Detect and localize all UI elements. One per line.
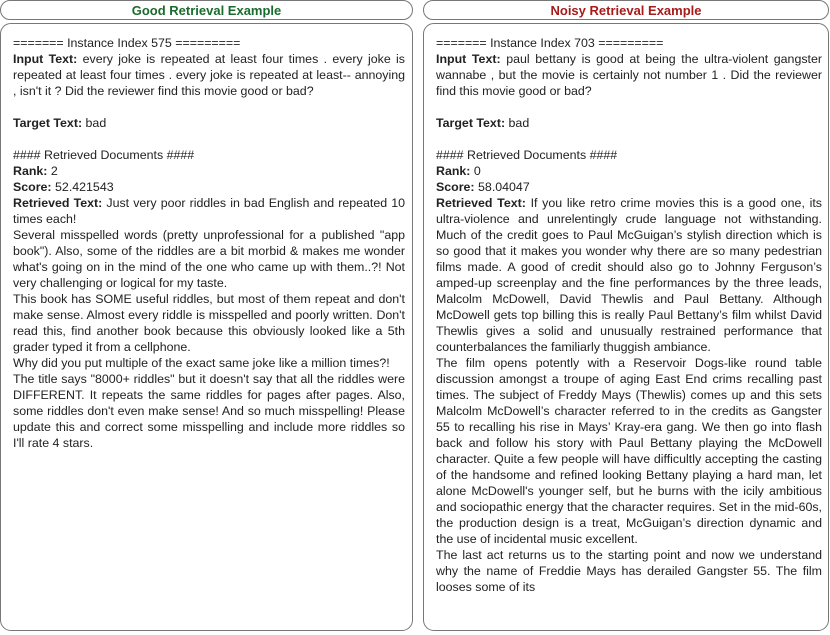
target-value: bad	[85, 116, 107, 130]
noisy-retrieval-column	[423, 0, 829, 594]
target-text	[13, 115, 405, 131]
retrieved-paragraph: The last act returns us to the starting point and now we understand why the name of Freddie Mays has derailed Gangster 55. The film looses some of its	[436, 548, 822, 594]
retrieved-paragraph	[436, 195, 822, 355]
input-value: every joke is repeated at least four times . every joke is repeated at least four times . every joke is repeated at least-- annoying , isn't it ? Did the reviewer find this movie good or bad?	[13, 52, 405, 98]
input-label: Input Text:	[13, 52, 78, 66]
instance-header: ======= Instance Index 575 =========	[13, 36, 241, 50]
retrieved-paragraph: Several misspelled words (pretty unprofessional for a published "app book"). Also, some of the riddles are a bit morbid & makes me wonder what's going on in the mind of the one who came up with them..?! Not very challenging or logical for my taste.	[13, 228, 405, 290]
score	[436, 179, 822, 195]
instance-header: ======= Instance Index 703 =========	[436, 36, 664, 50]
target-value: bad	[508, 116, 530, 130]
noisy-retrieval-panel	[423, 23, 829, 631]
input-text	[436, 51, 822, 99]
good-retrieval-column	[0, 0, 413, 450]
retrieved-docs-header: #### Retrieved Documents ####	[13, 148, 195, 162]
score-label: Score:	[436, 180, 475, 194]
target-label: Target Text:	[436, 116, 506, 130]
retrieved-label: Retrieved Text:	[13, 196, 103, 210]
good-retrieval-panel	[0, 23, 413, 631]
noisy-retrieval-title: Noisy Retrieval Example	[423, 0, 829, 20]
retrieved-paragraph	[13, 195, 405, 227]
retrieved-text: Just very poor riddles in bad English and repeated 10 times each!	[13, 196, 405, 226]
rank-label: Rank:	[13, 164, 48, 178]
retrieved-label: Retrieved Text:	[436, 196, 526, 210]
target-label: Target Text:	[13, 116, 83, 130]
retrieved-paragraph: The title says "8000+ riddles" but it doesn't say that all the riddles were DIFFERENT. It repeats the same riddles for pages after pages. Also, some riddles don't even make sense! And so much misspelling! Please update this and correct some misspelling and include more riddles so I'll rate 4 stars.	[13, 372, 405, 450]
input-value: paul bettany is good at being the ultra-violent gangster wannabe , but the movie is certainly not number 1 . Did the reviewer find this movie good or bad?	[436, 52, 822, 98]
retrieved-paragraph: This book has SOME useful riddles, but most of them repeat and don't make sense. Almost every riddle is misspelled and poorly written. Don't read this, find another book because this obviously looked like a 5th grader typed it from a cellphone.	[13, 292, 405, 354]
rank-label: Rank:	[436, 164, 471, 178]
score	[13, 179, 405, 195]
score-label: Score:	[13, 180, 52, 194]
input-text	[13, 51, 405, 99]
rank	[436, 163, 822, 179]
good-retrieval-title: Good Retrieval Example	[0, 0, 413, 20]
retrieved-paragraph: The film opens potently with a Reservoir Dogs-like round table discussion amongst a troupe of aging East End crims recalling past times. The subject of Freddy Mays (Thewlis) comes up and this sets Malcolm McDowell’s character referred to in the credits as Gangster 55 to recalling his rise in Mays’ Kray-era gang. We then go into flash back and follow his story with Paul Bettany playing the McDowell character. Quite a few people will have difficultly accepting the casting of the handsome and refined looking Bettany playing a hard man, let alone McDowell's younger self, but he burns with the icily ambitious and sociopathic energy that the character requires. Set in the mid-60s, the production design is a treat, McGuigan’s direction dynamic and the use of incidental music excellent.	[436, 356, 822, 546]
target-text	[436, 115, 822, 131]
score-value: 58.04047	[478, 180, 530, 194]
score-value: 52.421543	[55, 180, 114, 194]
retrieved-text: If you like retro crime movies this is a good one, its ultra-violence and unrelentingly crude language not withstanding. Much of the credit goes to Paul McGuigan’s stylish direction which is so good that it makes you wonder why there are so many pedestrian films made. A good of credit should also go to Johnny Ferguson’s amped-up screenplay and the fine performances by the three leads, Malcolm McDowell, David Thewlis and Paul Bettany. Although McDowell gets top billing this is really Paul Bettany’s film whilst David Thewlis gives a solid and unusually restrained performance that counterbalances the familiarly thuggish ambiance.	[436, 196, 822, 354]
retrieved-paragraph: Why did you put multiple of the exact same joke like a million times?!	[13, 356, 390, 370]
rank	[13, 163, 405, 179]
rank-value: 2	[50, 164, 58, 178]
input-label: Input Text:	[436, 52, 501, 66]
rank-value: 0	[473, 164, 481, 178]
retrieved-docs-header: #### Retrieved Documents ####	[436, 148, 618, 162]
